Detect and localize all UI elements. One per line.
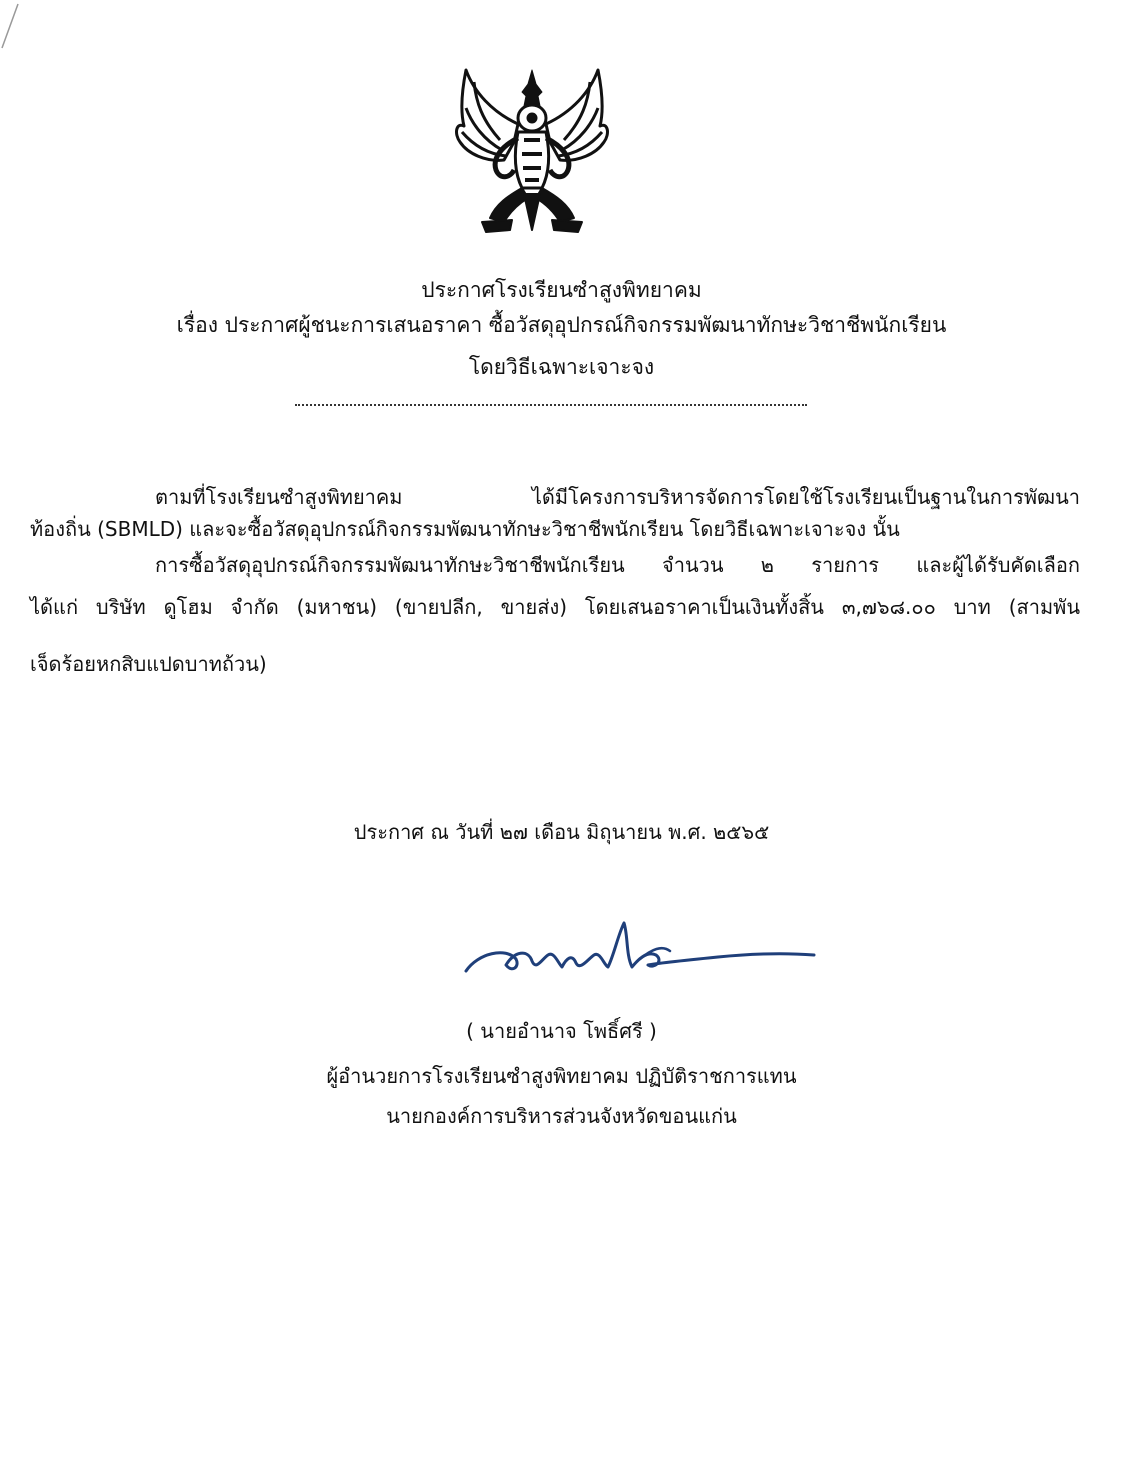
paragraph-2-line-1: การซื้อวัสดุอุปกรณ์กิจกรรมพัฒนาทักษะวิชาชีพนักเรียน จำนวน ๒ รายการ และผู้ได้รับคัดเลือก <box>155 553 1080 577</box>
handwritten-signature <box>458 915 818 985</box>
announcement-title: ประกาศโรงเรียนซำสูงพิทยาคม <box>421 278 702 302</box>
paragraph-1-line-2: ท้องถิ่น (SBMLD) และจะซื้อวัสดุอุปกรณ์กิจกรรมพัฒนาทักษะวิชาชีพนักเรียน โดยวิธีเฉพาะเจาะจง นั้น <box>30 517 900 541</box>
announcement-method: โดยวิธีเฉพาะเจาะจง <box>468 355 655 379</box>
signer-name: ( นายอำนาจ โพธิ์ศรี ) <box>466 1019 657 1043</box>
announcement-subject: เรื่อง ประกาศผู้ชนะการเสนอราคา ซื้อวัสดุอุปกรณ์กิจกรรมพัฒนาทักษะวิชาชีพนักเรียน <box>176 313 947 337</box>
garuda-emblem-icon <box>452 62 612 240</box>
dotted-divider <box>295 404 807 406</box>
announcement-date: ประกาศ ณ วันที่ ๒๗ เดือน มิถุนายน พ.ศ. ๒๕๖๕ <box>353 820 770 844</box>
scan-edge-mark <box>0 0 30 60</box>
paragraph-2-line-3: เจ็ดร้อยหกสิบแปดบาทถ้วน) <box>30 652 267 676</box>
signer-position: ผู้อำนวยการโรงเรียนซำสูงพิทยาคม ปฏิบัติราชการแทน <box>326 1064 797 1088</box>
paragraph-1-line-1: ตามที่โรงเรียนซำสูงพิทยาคม ได้มีโครงการบริหารจัดการโดยใช้โรงเรียนเป็นฐานในการพัฒนา <box>155 485 1080 509</box>
signer-authority: นายกองค์การบริหารส่วนจังหวัดขอนแก่น <box>386 1104 737 1128</box>
paragraph-2-line-2: ได้แก่ บริษัท ดูโฮม จำกัด (มหาชน) (ขายปลีก, ขายส่ง) โดยเสนอราคาเป็นเงินทั้งสิ้น ๓,๗๖๘.๐๐ บาท (สามพัน <box>30 595 1080 619</box>
